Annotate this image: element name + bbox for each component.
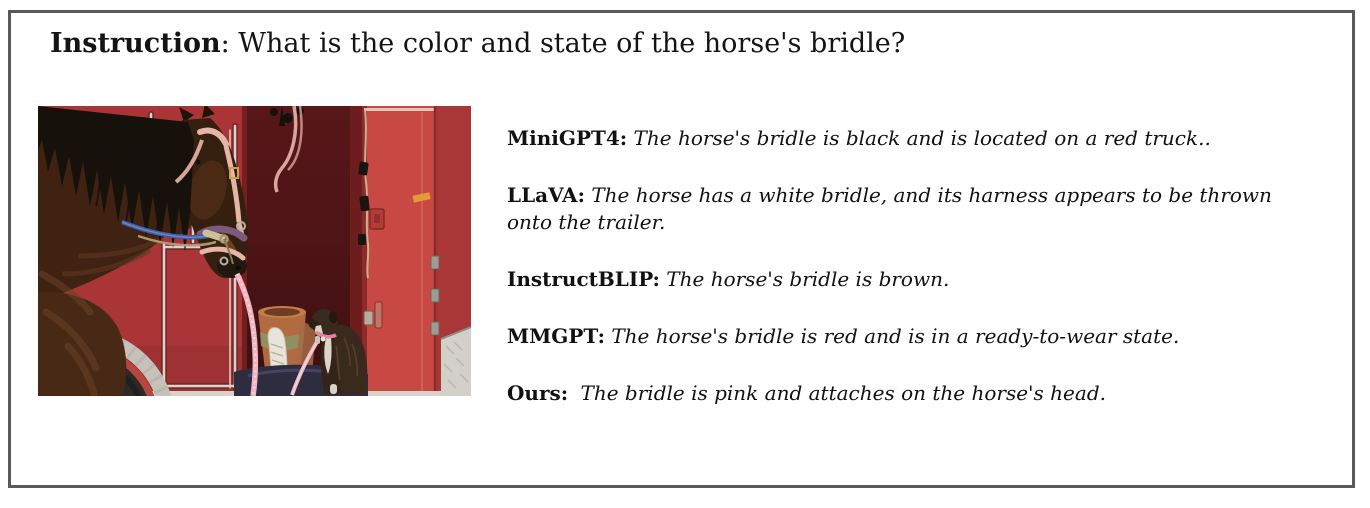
instruction-question: : What is the color and state of the horse's bridle? (220, 28, 906, 59)
model-name: LLaVA: (507, 183, 585, 207)
model-name: MiniGPT4: (507, 126, 628, 150)
response-text: The bridle is pink and attaches on the horse's head. (580, 381, 1106, 405)
model-responses (507, 125, 1312, 437)
response-text: The horse's bridle is brown. (666, 267, 950, 291)
instruction-label: Instruction (50, 28, 221, 59)
response-text: The horse's bridle is red and is in a ready-to-wear state. (611, 324, 1180, 348)
response-llava (507, 182, 1312, 236)
figure-frame (8, 10, 1355, 488)
model-name: Ours: (507, 381, 569, 405)
response-text: The horse has a white bridle, and its harness appears to be thrown onto the trailer. (507, 183, 1272, 234)
response-minigpt4 (507, 125, 1312, 152)
response-mmgpt (507, 323, 1312, 350)
model-name: InstructBLIP: (507, 267, 660, 291)
response-instructblip (507, 266, 1312, 293)
response-ours (507, 380, 1312, 407)
horse-trailer-photo (38, 106, 471, 396)
instruction-line (50, 28, 905, 60)
response-text: The horse's bridle is black and is located on a red truck.. (633, 126, 1211, 150)
model-name: MMGPT: (507, 324, 605, 348)
